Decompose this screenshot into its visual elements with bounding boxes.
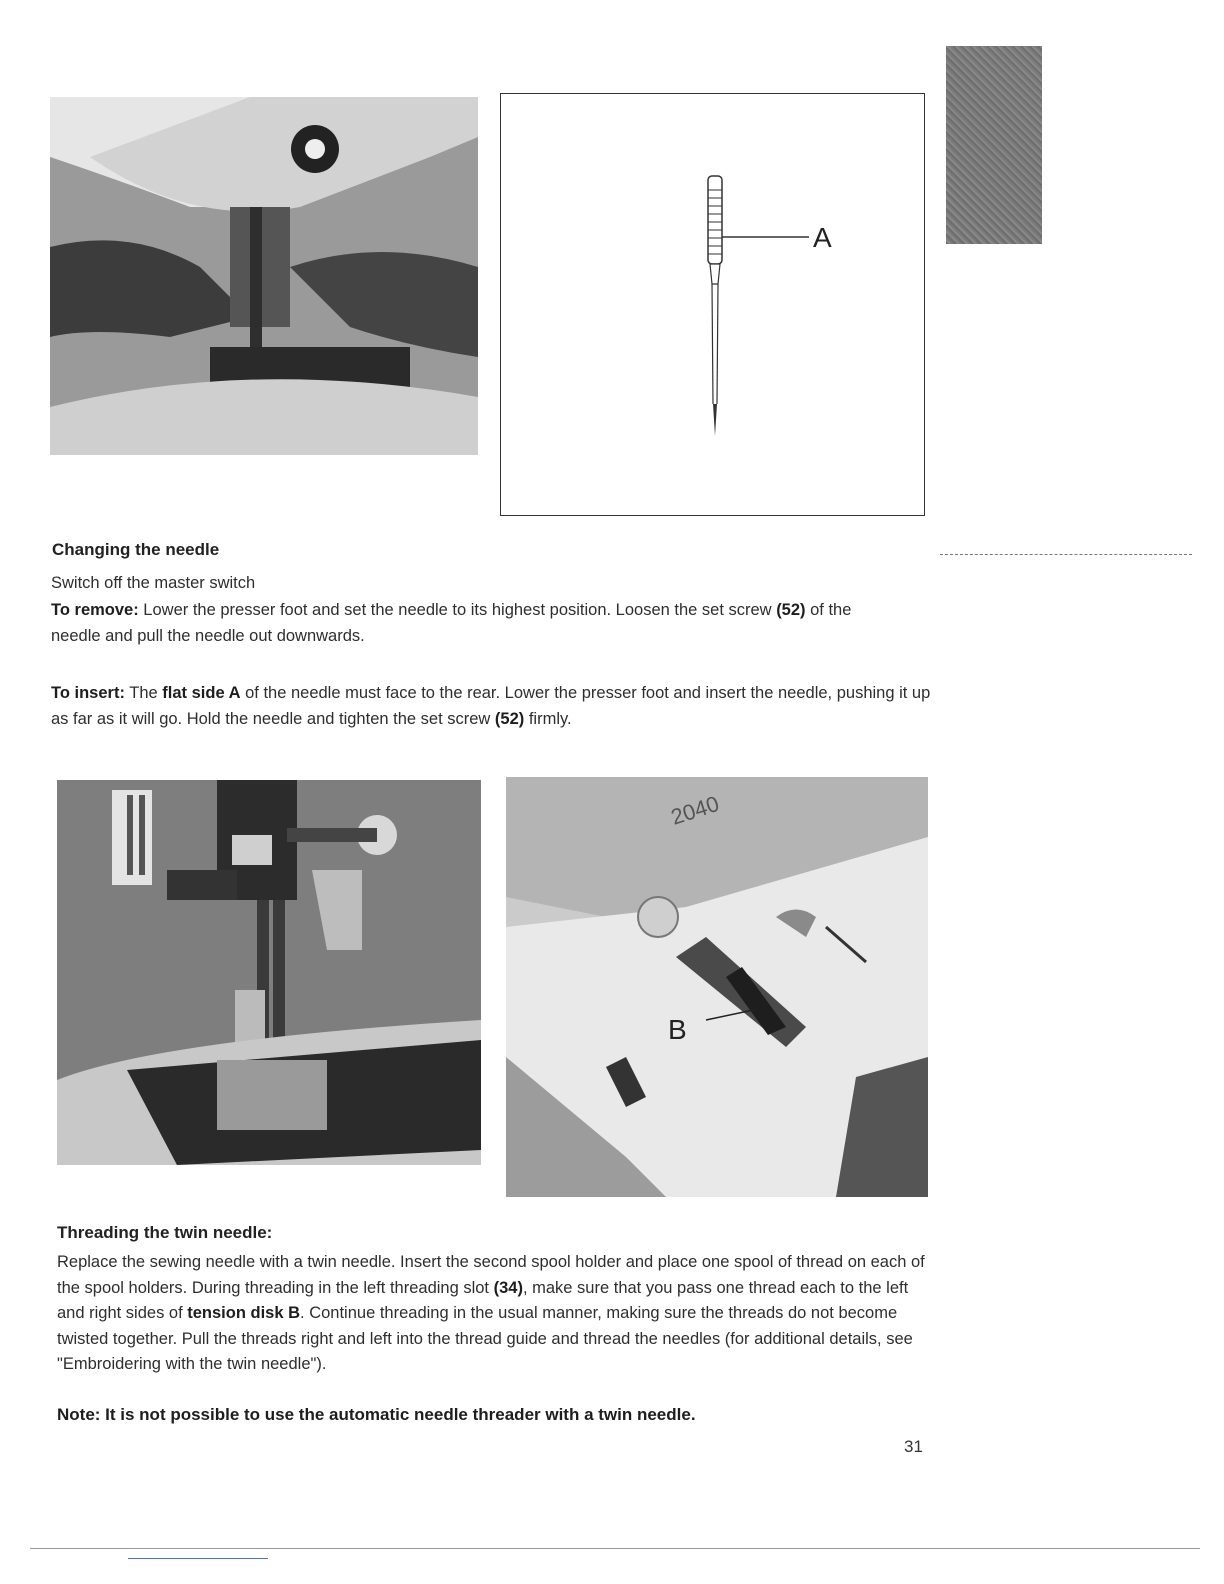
photo-twin-needle	[57, 780, 481, 1165]
note-twin-needle: Note: It is not possible to use the automatic needle threader with a twin needle.	[57, 1405, 696, 1424]
heading-changing-needle: Changing the needle	[52, 540, 220, 559]
needle-diagram	[501, 94, 924, 515]
machine-number: 2040	[667, 790, 723, 830]
bottom-rule	[30, 1548, 1200, 1549]
paragraph-twin-needle: Replace the sewing needle with a twin needle. Insert the second spool holder and place one spool of thread on each of the spool holders. During threading in the left threading slot (34), make sure that you pass one thread each to the left and right sides of tension disk B. Continue threading in the usual manner, making sure the threads do not become twisted together. Pull the threads right and left into the thread guide and thread the needles (for additional details, see "Embroidering with the twin needle").	[57, 1253, 925, 1374]
bottom-blue-line	[128, 1558, 268, 1559]
page-number: 31	[904, 1437, 923, 1456]
section-tab-marker	[946, 46, 1042, 244]
label-b: B	[668, 1014, 687, 1045]
photo-tension-disk	[506, 777, 928, 1197]
paragraph-switch-off: Switch off the master switch	[51, 574, 256, 592]
label-a: A	[813, 222, 832, 253]
paragraph-to-insert: To insert: The flat side A of the needle must face to the rear. Lower the presser foot and insert the needle, pushing it up as far as it will go. Hold the needle and tighten the set screw (52) firmly.	[51, 684, 931, 728]
heading-threading-twin-needle: Threading the twin needle:	[57, 1223, 273, 1242]
needle-diagram-frame	[500, 93, 925, 516]
margin-rule	[940, 554, 1192, 555]
photo-needle-change	[50, 97, 478, 455]
paragraph-to-remove: To remove: Lower the presser foot and set the needle to its highest position. Loosen the set screw (52) of the needle and pull the needle out downwards.	[51, 601, 852, 645]
